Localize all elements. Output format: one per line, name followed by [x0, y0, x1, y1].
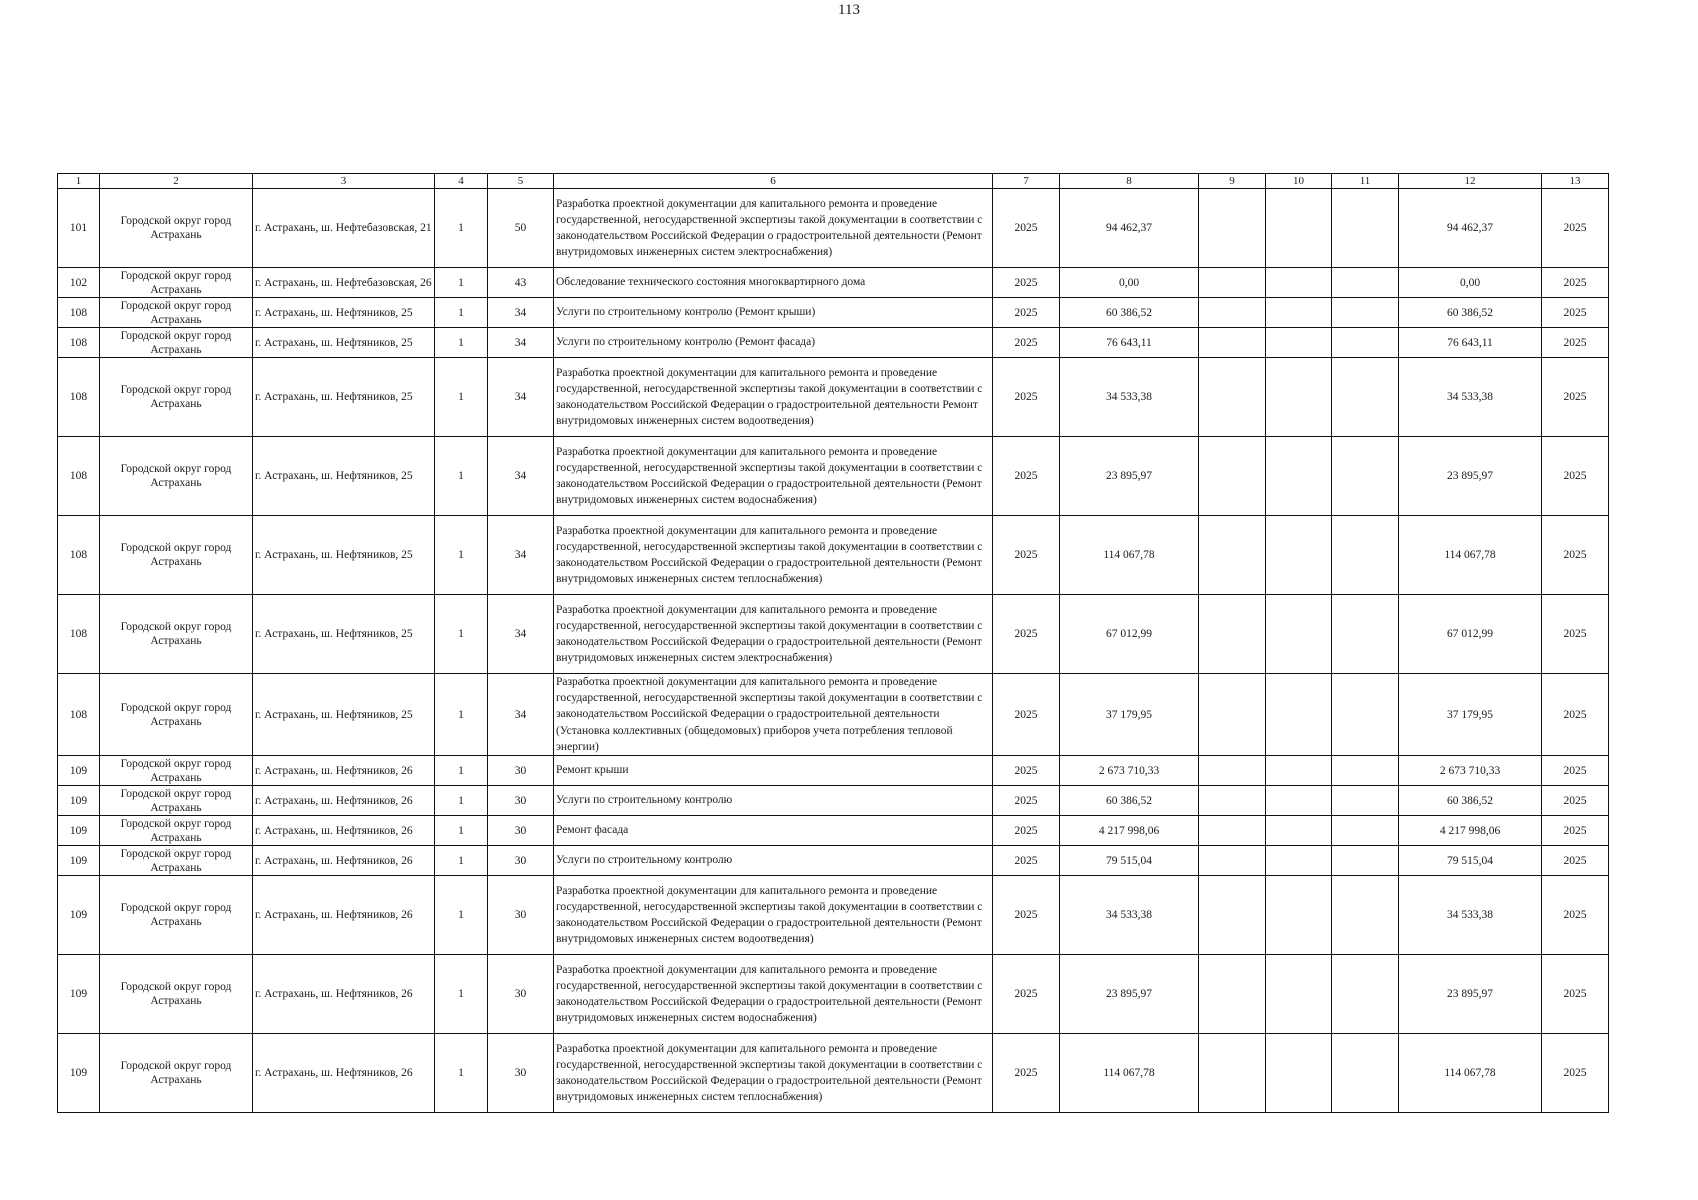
- year-cell: 2025: [993, 955, 1060, 1034]
- municipality-cell: Городской округ город Астрахань: [100, 268, 253, 298]
- col5-cell: 30: [488, 816, 554, 846]
- col10-cell: [1266, 437, 1332, 516]
- col12-cost-cell: 0,00: [1399, 268, 1542, 298]
- year-cell: 2025: [993, 816, 1060, 846]
- work-type-cell: Разработка проектной документации для капитального ремонта и проведение государственной, негосударственной экспертизы такой документации в соответствии с законодательством Российской Федерации о градостроительной деятельности Ремонт внутридомовых инженерных систем водоотведения): [554, 358, 993, 437]
- col5-cell: 34: [488, 516, 554, 595]
- year-cell: 2025: [993, 358, 1060, 437]
- col10-cell: [1266, 786, 1332, 816]
- col9-cell: [1199, 756, 1266, 786]
- col12-cost-cell: 2 673 710,33: [1399, 756, 1542, 786]
- col11-cell: [1332, 189, 1399, 268]
- municipality-cell: Городской округ город Астрахань: [100, 816, 253, 846]
- work-type-cell: Разработка проектной документации для капитального ремонта и проведение государственной, негосударственной экспертизы такой документации в соответствии с законодательством Российской Федерации о градостроительной деятельности (Ремонт внутридомовых инженерных систем электроснабжения): [554, 595, 993, 674]
- col12-cost-cell: 67 012,99: [1399, 595, 1542, 674]
- col11-cell: [1332, 846, 1399, 876]
- year-cell: 2025: [993, 328, 1060, 358]
- col11-cell: [1332, 876, 1399, 955]
- row-number-cell: 108: [58, 358, 100, 437]
- col12-cost-cell: 4 217 998,06: [1399, 816, 1542, 846]
- column-header-6: 6: [554, 174, 993, 189]
- col4-cell: 1: [435, 756, 488, 786]
- municipality-cell: Городской округ город Астрахань: [100, 674, 253, 756]
- municipality-cell: Городской округ город Астрахань: [100, 1034, 253, 1113]
- col13-year-cell: 2025: [1542, 328, 1609, 358]
- col11-cell: [1332, 358, 1399, 437]
- table-row: [58, 437, 1609, 516]
- year-cell: 2025: [993, 786, 1060, 816]
- col10-cell: [1266, 328, 1332, 358]
- total-cost-cell: 37 179,95: [1060, 674, 1199, 756]
- total-cost-cell: 76 643,11: [1060, 328, 1199, 358]
- column-header-4: 4: [435, 174, 488, 189]
- table-header: [58, 174, 1609, 189]
- total-cost-cell: 34 533,38: [1060, 358, 1199, 437]
- col13-year-cell: 2025: [1542, 595, 1609, 674]
- col12-cost-cell: 23 895,97: [1399, 437, 1542, 516]
- row-number-cell: 109: [58, 756, 100, 786]
- col5-cell: 34: [488, 437, 554, 516]
- total-cost-cell: 23 895,97: [1060, 955, 1199, 1034]
- col10-cell: [1266, 358, 1332, 437]
- col9-cell: [1199, 189, 1266, 268]
- column-header-3: 3: [253, 174, 435, 189]
- col11-cell: [1332, 955, 1399, 1034]
- year-cell: 2025: [993, 298, 1060, 328]
- col12-cost-cell: 23 895,97: [1399, 955, 1542, 1034]
- col12-cost-cell: 114 067,78: [1399, 516, 1542, 595]
- work-type-cell: Разработка проектной документации для капитального ремонта и проведение государственной, негосударственной экспертизы такой документации в соответствии с законодательством Российской Федерации о градостроительной деятельности (Ремонт внутридомовых инженерных систем теплоснабжения): [554, 516, 993, 595]
- col4-cell: 1: [435, 674, 488, 756]
- col12-cost-cell: 94 462,37: [1399, 189, 1542, 268]
- work-type-cell: Разработка проектной документации для капитального ремонта и проведение государственной, негосударственной экспертизы такой документации в соответствии с законодательством Российской Федерации о градостроительной деятельности (Ремонт внутридомовых инженерных систем водоснабжения): [554, 437, 993, 516]
- table-row: [58, 786, 1609, 816]
- table-row: [58, 516, 1609, 595]
- col9-cell: [1199, 595, 1266, 674]
- col5-cell: 50: [488, 189, 554, 268]
- work-type-cell: Разработка проектной документации для капитального ремонта и проведение государственной, негосударственной экспертизы такой документации в соответствии с законодательством Российской Федерации о градостроительной деятельности (Ремонт внутридомовых инженерных систем электроснабжения): [554, 189, 993, 268]
- municipality-cell: Городской округ город Астрахань: [100, 189, 253, 268]
- col4-cell: 1: [435, 437, 488, 516]
- address-cell: г. Астрахань, ш. Нефтяников, 26: [253, 846, 435, 876]
- total-cost-cell: 67 012,99: [1060, 595, 1199, 674]
- col10-cell: [1266, 756, 1332, 786]
- col5-cell: 34: [488, 298, 554, 328]
- col13-year-cell: 2025: [1542, 358, 1609, 437]
- col4-cell: 1: [435, 358, 488, 437]
- total-cost-cell: 114 067,78: [1060, 516, 1199, 595]
- table-row: [58, 674, 1609, 756]
- table-row: [58, 268, 1609, 298]
- col13-year-cell: 2025: [1542, 674, 1609, 756]
- municipality-cell: Городской округ город Астрахань: [100, 846, 253, 876]
- year-cell: 2025: [993, 437, 1060, 516]
- col11-cell: [1332, 328, 1399, 358]
- table-body: [58, 189, 1609, 1113]
- col13-year-cell: 2025: [1542, 189, 1609, 268]
- col4-cell: 1: [435, 846, 488, 876]
- col11-cell: [1332, 437, 1399, 516]
- col5-cell: 30: [488, 786, 554, 816]
- col4-cell: 1: [435, 516, 488, 595]
- col11-cell: [1332, 816, 1399, 846]
- address-cell: г. Астрахань, ш. Нефтяников, 26: [253, 876, 435, 955]
- col12-cost-cell: 34 533,38: [1399, 876, 1542, 955]
- col9-cell: [1199, 816, 1266, 846]
- address-cell: г. Астрахань, ш. Нефтяников, 25: [253, 437, 435, 516]
- col13-year-cell: 2025: [1542, 298, 1609, 328]
- row-number-cell: 109: [58, 816, 100, 846]
- col11-cell: [1332, 674, 1399, 756]
- year-cell: 2025: [993, 674, 1060, 756]
- col12-cost-cell: 76 643,11: [1399, 328, 1542, 358]
- total-cost-cell: 60 386,52: [1060, 786, 1199, 816]
- address-cell: г. Астрахань, ш. Нефтяников, 25: [253, 298, 435, 328]
- total-cost-cell: 114 067,78: [1060, 1034, 1199, 1113]
- col12-cost-cell: 60 386,52: [1399, 786, 1542, 816]
- row-number-cell: 108: [58, 674, 100, 756]
- address-cell: г. Астрахань, ш. Нефтяников, 26: [253, 786, 435, 816]
- address-cell: г. Астрахань, ш. Нефтяников, 26: [253, 1034, 435, 1113]
- row-number-cell: 108: [58, 328, 100, 358]
- col10-cell: [1266, 268, 1332, 298]
- col4-cell: 1: [435, 595, 488, 674]
- col9-cell: [1199, 437, 1266, 516]
- col4-cell: 1: [435, 189, 488, 268]
- address-cell: г. Астрахань, ш. Нефтебазовская, 21: [253, 189, 435, 268]
- col13-year-cell: 2025: [1542, 1034, 1609, 1113]
- column-header-7: 7: [993, 174, 1060, 189]
- col5-cell: 34: [488, 358, 554, 437]
- municipality-cell: Городской округ город Астрахань: [100, 516, 253, 595]
- work-type-cell: Разработка проектной документации для капитального ремонта и проведение государственной, негосударственной экспертизы такой документации в соответствии с законодательством Российской Федерации о градостроительной деятельности (Ремонт внутридомовых инженерных систем водоотведения): [554, 876, 993, 955]
- col13-year-cell: 2025: [1542, 786, 1609, 816]
- col4-cell: 1: [435, 876, 488, 955]
- column-header-8: 8: [1060, 174, 1199, 189]
- repair-register-table: [57, 173, 1609, 1113]
- table-row: [58, 595, 1609, 674]
- municipality-cell: Городской округ город Астрахань: [100, 328, 253, 358]
- col9-cell: [1199, 1034, 1266, 1113]
- table-row: [58, 189, 1609, 268]
- year-cell: 2025: [993, 516, 1060, 595]
- col13-year-cell: 2025: [1542, 846, 1609, 876]
- work-type-cell: Разработка проектной документации для капитального ремонта и проведение государственной, негосударственной экспертизы такой документации в соответствии с законодательством Российской Федерации о градостроительной деятельности (Ремонт внутридомовых инженерных систем водоснабжения): [554, 955, 993, 1034]
- col5-cell: 30: [488, 846, 554, 876]
- column-header-10: 10: [1266, 174, 1332, 189]
- col12-cost-cell: 114 067,78: [1399, 1034, 1542, 1113]
- col10-cell: [1266, 298, 1332, 328]
- col4-cell: 1: [435, 1034, 488, 1113]
- work-type-cell: Услуги по строительному контролю (Ремонт крыши): [554, 298, 993, 328]
- year-cell: 2025: [993, 595, 1060, 674]
- municipality-cell: Городской округ город Астрахань: [100, 437, 253, 516]
- municipality-cell: Городской округ город Астрахань: [100, 786, 253, 816]
- col11-cell: [1332, 756, 1399, 786]
- col12-cost-cell: 37 179,95: [1399, 674, 1542, 756]
- table-row: [58, 816, 1609, 846]
- address-cell: г. Астрахань, ш. Нефтяников, 26: [253, 816, 435, 846]
- col11-cell: [1332, 595, 1399, 674]
- col5-cell: 30: [488, 876, 554, 955]
- col13-year-cell: 2025: [1542, 437, 1609, 516]
- year-cell: 2025: [993, 876, 1060, 955]
- col12-cost-cell: 60 386,52: [1399, 298, 1542, 328]
- row-number-cell: 108: [58, 298, 100, 328]
- col4-cell: 1: [435, 955, 488, 1034]
- column-header-12: 12: [1399, 174, 1542, 189]
- row-number-cell: 108: [58, 516, 100, 595]
- col9-cell: [1199, 674, 1266, 756]
- total-cost-cell: 2 673 710,33: [1060, 756, 1199, 786]
- col13-year-cell: 2025: [1542, 516, 1609, 595]
- col9-cell: [1199, 328, 1266, 358]
- address-cell: г. Астрахань, ш. Нефтяников, 25: [253, 595, 435, 674]
- work-type-cell: Ремонт крыши: [554, 756, 993, 786]
- col9-cell: [1199, 268, 1266, 298]
- row-number-cell: 109: [58, 846, 100, 876]
- municipality-cell: Городской округ город Астрахань: [100, 358, 253, 437]
- municipality-cell: Городской округ город Астрахань: [100, 876, 253, 955]
- col12-cost-cell: 79 515,04: [1399, 846, 1542, 876]
- year-cell: 2025: [993, 268, 1060, 298]
- column-number-row: [58, 174, 1609, 189]
- row-number-cell: 109: [58, 786, 100, 816]
- column-header-9: 9: [1199, 174, 1266, 189]
- municipality-cell: Городской округ город Астрахань: [100, 756, 253, 786]
- row-number-cell: 101: [58, 189, 100, 268]
- col9-cell: [1199, 876, 1266, 955]
- col5-cell: 34: [488, 595, 554, 674]
- col9-cell: [1199, 516, 1266, 595]
- table-row: [58, 846, 1609, 876]
- total-cost-cell: 23 895,97: [1060, 437, 1199, 516]
- work-type-cell: Услуги по строительному контролю: [554, 846, 993, 876]
- col5-cell: 30: [488, 955, 554, 1034]
- col5-cell: 34: [488, 328, 554, 358]
- col10-cell: [1266, 1034, 1332, 1113]
- total-cost-cell: 79 515,04: [1060, 846, 1199, 876]
- address-cell: г. Астрахань, ш. Нефтяников, 25: [253, 516, 435, 595]
- col9-cell: [1199, 298, 1266, 328]
- row-number-cell: 109: [58, 876, 100, 955]
- column-header-11: 11: [1332, 174, 1399, 189]
- table-row: [58, 328, 1609, 358]
- col10-cell: [1266, 876, 1332, 955]
- col10-cell: [1266, 674, 1332, 756]
- work-type-cell: Разработка проектной документации для капитального ремонта и проведение государственной, негосударственной экспертизы такой документации в соответствии с законодательством Российской Федерации о градостроительной деятельности (Установка коллективных (общедомовых) приборов учета потребления тепловой энергии): [554, 674, 993, 756]
- row-number-cell: 108: [58, 437, 100, 516]
- col13-year-cell: 2025: [1542, 876, 1609, 955]
- address-cell: г. Астрахань, ш. Нефтяников, 25: [253, 358, 435, 437]
- work-type-cell: Разработка проектной документации для капитального ремонта и проведение государственной, негосударственной экспертизы такой документации в соответствии с законодательством Российской Федерации о градостроительной деятельности (Ремонт внутридомовых инженерных систем теплоснабжения): [554, 1034, 993, 1113]
- row-number-cell: 109: [58, 955, 100, 1034]
- table-row: [58, 358, 1609, 437]
- col4-cell: 1: [435, 328, 488, 358]
- municipality-cell: Городской округ город Астрахань: [100, 595, 253, 674]
- column-header-5: 5: [488, 174, 554, 189]
- col11-cell: [1332, 516, 1399, 595]
- col9-cell: [1199, 358, 1266, 437]
- address-cell: г. Астрахань, ш. Нефтяников, 26: [253, 955, 435, 1034]
- row-number-cell: 108: [58, 595, 100, 674]
- address-cell: г. Астрахань, ш. Нефтяников, 25: [253, 674, 435, 756]
- total-cost-cell: 94 462,37: [1060, 189, 1199, 268]
- col11-cell: [1332, 298, 1399, 328]
- col11-cell: [1332, 268, 1399, 298]
- col10-cell: [1266, 846, 1332, 876]
- municipality-cell: Городской округ город Астрахань: [100, 298, 253, 328]
- table-row: [58, 756, 1609, 786]
- total-cost-cell: 0,00: [1060, 268, 1199, 298]
- column-header-13: 13: [1542, 174, 1609, 189]
- work-type-cell: Услуги по строительному контролю (Ремонт фасада): [554, 328, 993, 358]
- total-cost-cell: 60 386,52: [1060, 298, 1199, 328]
- row-number-cell: 102: [58, 268, 100, 298]
- year-cell: 2025: [993, 846, 1060, 876]
- col9-cell: [1199, 846, 1266, 876]
- total-cost-cell: 34 533,38: [1060, 876, 1199, 955]
- col4-cell: 1: [435, 298, 488, 328]
- col10-cell: [1266, 816, 1332, 846]
- year-cell: 2025: [993, 1034, 1060, 1113]
- col4-cell: 1: [435, 786, 488, 816]
- page-number: 113: [838, 2, 860, 18]
- table-row: [58, 298, 1609, 328]
- table-row: [58, 955, 1609, 1034]
- col5-cell: 34: [488, 674, 554, 756]
- col9-cell: [1199, 955, 1266, 1034]
- table-row: [58, 1034, 1609, 1113]
- col10-cell: [1266, 189, 1332, 268]
- col4-cell: 1: [435, 816, 488, 846]
- col10-cell: [1266, 955, 1332, 1034]
- col13-year-cell: 2025: [1542, 955, 1609, 1034]
- address-cell: г. Астрахань, ш. Нефтяников, 25: [253, 328, 435, 358]
- work-type-cell: Обследование технического состояния многоквартирного дома: [554, 268, 993, 298]
- column-header-2: 2: [100, 174, 253, 189]
- work-type-cell: Услуги по строительному контролю: [554, 786, 993, 816]
- col12-cost-cell: 34 533,38: [1399, 358, 1542, 437]
- col13-year-cell: 2025: [1542, 268, 1609, 298]
- year-cell: 2025: [993, 756, 1060, 786]
- col4-cell: 1: [435, 268, 488, 298]
- col11-cell: [1332, 1034, 1399, 1113]
- col13-year-cell: 2025: [1542, 756, 1609, 786]
- municipality-cell: Городской округ город Астрахань: [100, 955, 253, 1034]
- col9-cell: [1199, 786, 1266, 816]
- col13-year-cell: 2025: [1542, 816, 1609, 846]
- col5-cell: 30: [488, 756, 554, 786]
- address-cell: г. Астрахань, ш. Нефтебазовская, 26: [253, 268, 435, 298]
- address-cell: г. Астрахань, ш. Нефтяников, 26: [253, 756, 435, 786]
- row-number-cell: 109: [58, 1034, 100, 1113]
- col11-cell: [1332, 786, 1399, 816]
- year-cell: 2025: [993, 189, 1060, 268]
- table-row: [58, 876, 1609, 955]
- col5-cell: 30: [488, 1034, 554, 1113]
- column-header-1: 1: [58, 174, 100, 189]
- col10-cell: [1266, 595, 1332, 674]
- total-cost-cell: 4 217 998,06: [1060, 816, 1199, 846]
- work-type-cell: Ремонт фасада: [554, 816, 993, 846]
- col5-cell: 43: [488, 268, 554, 298]
- col10-cell: [1266, 516, 1332, 595]
